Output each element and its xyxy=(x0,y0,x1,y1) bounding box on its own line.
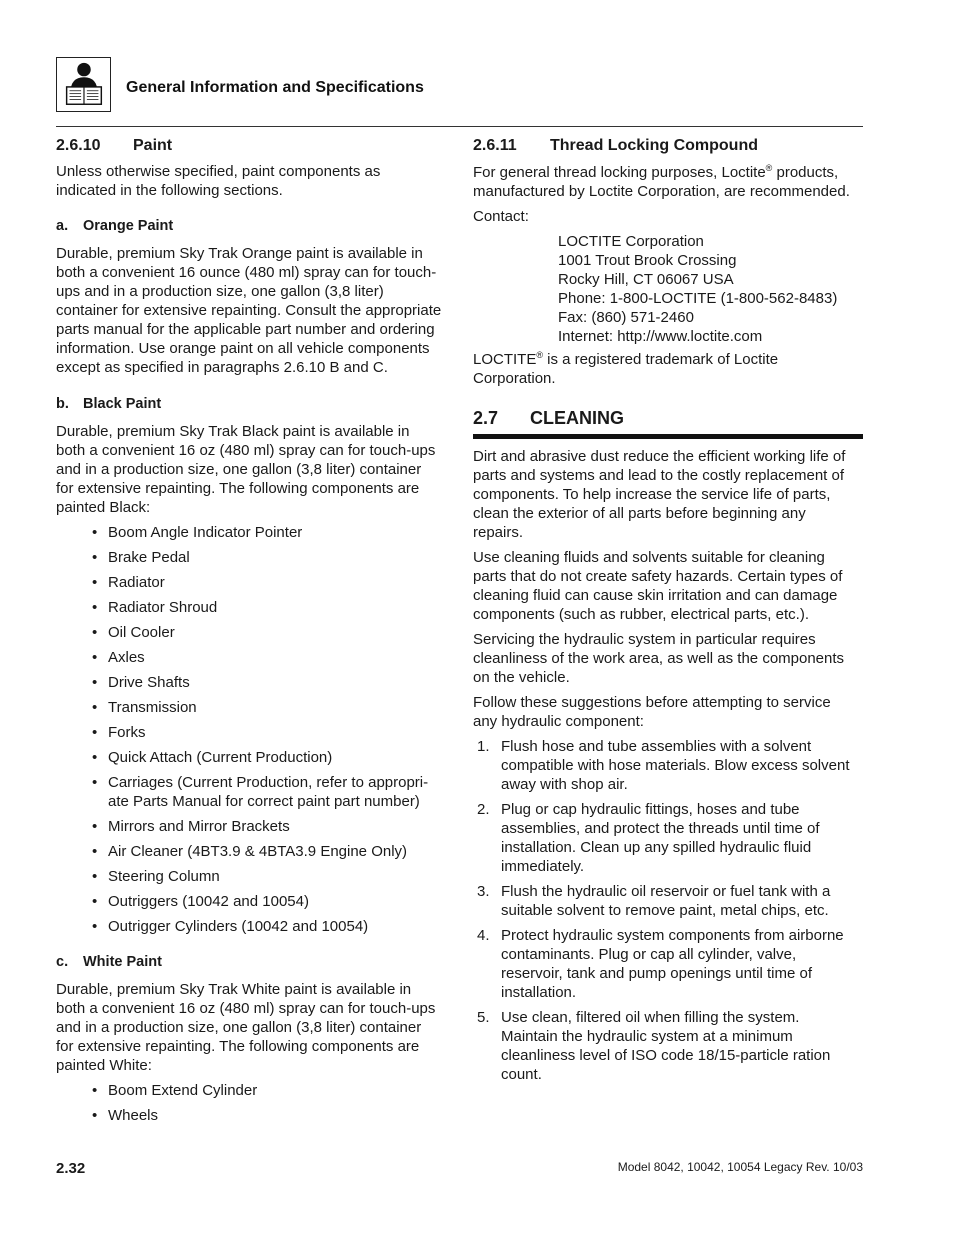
cleaning-step xyxy=(473,882,865,920)
section-number: 2.6.11 xyxy=(473,137,517,154)
step-line: count. xyxy=(501,1066,542,1083)
section-heading-paint xyxy=(56,136,448,156)
list-item xyxy=(92,817,448,836)
section-title: Paint xyxy=(133,137,173,154)
black-paint-paragraph xyxy=(56,422,448,517)
heading-rule xyxy=(473,434,863,439)
step-line: cleanliness level of ISO code 18/15-particle ration xyxy=(501,1047,831,1064)
paragraph-line: cleaning fluid can cause skin irritation and can damage xyxy=(473,587,838,604)
list-item-line: • Carriages (Current Production, refer to appropri- xyxy=(108,774,429,791)
paragraph-line: Corporation. xyxy=(473,370,556,387)
paragraph-line: parts manual for the applicable part number and ordering xyxy=(56,321,435,338)
section-title: Thread Locking Compound xyxy=(550,137,758,154)
step-line: Use clean, filtered oil when filling the system. xyxy=(501,1009,800,1026)
subheading-orange-paint xyxy=(56,217,448,235)
paragraph-line: Servicing the hydraulic system in particular requires xyxy=(473,631,816,648)
step-number: 3. xyxy=(477,883,490,900)
white-paint-component-list xyxy=(56,1081,448,1125)
step-line: Protect hydraulic system components from airborne xyxy=(501,927,844,944)
paragraph-line: components (such as rubber, electrical parts, etc.). xyxy=(473,606,809,623)
paragraph-line: both a convenient 16 ounce (480 ml) spray can for touch- xyxy=(56,264,437,281)
paragraph-line: Follow these suggestions before attempting to service xyxy=(473,694,831,711)
step-line: Flush the hydraulic oil reservoir or fuel tank with a xyxy=(501,883,831,900)
registered-mark: ® xyxy=(536,350,543,360)
section-title: CLEANING xyxy=(530,408,624,428)
section-heading-cleaning xyxy=(473,407,865,429)
loctite-address xyxy=(473,232,865,346)
cleaning-paragraph xyxy=(473,693,865,731)
list-item-line: • Axles xyxy=(108,649,145,666)
paragraph-line: parts and systems and lead to the costly replacement of xyxy=(473,467,845,484)
list-item-line: • Transmission xyxy=(108,699,197,716)
text-run: LOCTITE xyxy=(473,351,537,368)
list-item-line: • Radiator xyxy=(108,574,165,591)
list-item xyxy=(92,698,448,717)
paragraph-line: container for extensive repainting. Consult the appropriate xyxy=(56,302,442,319)
address-line: Internet: http://www.loctite.com xyxy=(558,328,763,345)
list-item-line: • Outrigger Cylinders (10042 and 10054) xyxy=(108,918,369,935)
cleaning-heading-block xyxy=(473,407,865,439)
list-item xyxy=(92,867,448,886)
step-line: suitable solvent to remove paint, metal chips, etc. xyxy=(501,902,829,919)
step-line: compatible with hose materials. Blow excess solvent xyxy=(501,757,850,774)
list-item xyxy=(92,673,448,692)
list-item xyxy=(92,548,448,567)
paragraph-line: Durable, premium Sky Trak Orange paint is available in xyxy=(56,245,423,262)
step-number: 1. xyxy=(477,738,490,755)
list-item xyxy=(92,623,448,642)
paragraph-line: manufactured by Loctite Corporation, are recommended. xyxy=(473,183,850,200)
subheading-title: Orange Paint xyxy=(83,218,174,234)
section-number: 2.7 xyxy=(473,408,499,428)
trademark-note xyxy=(473,350,865,388)
list-item xyxy=(92,648,448,667)
list-item xyxy=(92,773,448,811)
step-line: Plug or cap hydraulic fittings, hoses and tube xyxy=(501,801,800,818)
section-number: 2.6.10 xyxy=(56,137,101,154)
text-run: is a registered trademark of Loctite xyxy=(542,351,779,368)
list-item-line: • Drive Shafts xyxy=(108,674,190,691)
thread-intro xyxy=(473,163,865,201)
paragraph-line: and in a production size, one gallon (3,8 liter) container xyxy=(56,1019,422,1036)
paragraph-line: and in a production size, one gallon (3,8 liter) container xyxy=(56,461,422,478)
paragraph-line: repairs. xyxy=(473,524,524,541)
step-number: 4. xyxy=(477,927,490,944)
paragraph-line xyxy=(473,163,865,182)
step-line: reservoir, tank and pump openings until time of xyxy=(501,965,813,982)
subheading-title: White Paint xyxy=(83,954,162,970)
paragraph-line: for extensive repainting. The following components are xyxy=(56,1038,420,1055)
step-line: Maintain the hydraulic system at a minimum xyxy=(501,1028,793,1045)
cleaning-paragraphs xyxy=(473,447,865,731)
paragraph-line: Durable, premium Sky Trak White paint is available in xyxy=(56,981,412,998)
step-line: installation. xyxy=(501,984,577,1001)
step-line: contaminants. Plug or cap all cylinder, valve, xyxy=(501,946,797,963)
paragraph-line: except as specified in paragraphs 2.6.10 B and C. xyxy=(56,359,388,376)
text-run: products, xyxy=(772,164,839,181)
cleaning-steps-list xyxy=(473,737,865,1084)
paragraph-line: both a convenient 16 oz (480 ml) spray can for touch-ups xyxy=(56,442,436,459)
list-item-line: • Mirrors and Mirror Brackets xyxy=(108,818,290,835)
list-item-line: • Outriggers (10042 and 10054) xyxy=(108,893,309,910)
paragraph-line: Durable, premium Sky Trak Black paint is available in xyxy=(56,423,410,440)
paragraph-line: on the vehicle. xyxy=(473,669,570,686)
paragraph-line: cleanliness of the work area, as well as the components xyxy=(473,650,845,667)
list-item xyxy=(92,1106,448,1125)
list-item-line: • Oil Cooler xyxy=(108,624,175,641)
paint-intro: Unless otherwise specified, paint components as indicated in the following sections. xyxy=(56,163,381,199)
text-run: For general thread locking purposes, Loctite xyxy=(473,164,766,181)
address-line: Rocky Hill, CT 06067 USA xyxy=(558,271,734,288)
paragraph-line: components. To help increase the service life of parts, xyxy=(473,486,831,503)
step-number: 2. xyxy=(477,801,490,818)
paragraph-line: painted White: xyxy=(56,1057,152,1074)
cleaning-paragraph xyxy=(473,548,865,624)
subheading-letter: a. xyxy=(56,218,69,234)
paragraph-line: Use cleaning fluids and solvents suitable for cleaning xyxy=(473,549,825,566)
white-paint-paragraph xyxy=(56,980,448,1075)
list-item-line: • Brake Pedal xyxy=(108,549,190,566)
list-item xyxy=(92,1081,448,1100)
contact-label: Contact: xyxy=(473,208,529,225)
paragraph-line xyxy=(473,350,865,369)
orange-paint-paragraph xyxy=(56,244,448,377)
list-item xyxy=(92,598,448,617)
address-line: 1001 Trout Brook Crossing xyxy=(558,252,737,269)
list-item-line: • Forks xyxy=(108,724,146,741)
paragraph-line: Dirt and abrasive dust reduce the efficient working life of xyxy=(473,448,846,465)
manual-reader-logo-icon xyxy=(56,57,111,112)
list-item-line: • Wheels xyxy=(108,1107,159,1124)
page-number: 2.32 xyxy=(56,1160,86,1177)
step-line: Flush hose and tube assemblies with a solvent xyxy=(501,738,812,755)
cleaning-step xyxy=(473,926,865,1002)
cleaning-step xyxy=(473,800,865,876)
right-column xyxy=(473,136,865,1090)
list-item-line: • Radiator Shroud xyxy=(108,599,218,616)
cleaning-paragraph xyxy=(473,447,865,542)
model-revision: Model 8042, 10042, 10054 Legacy Rev. 10/03 xyxy=(617,1160,863,1174)
step-line: assemblies, and protect the threads until time of xyxy=(501,820,820,837)
black-paint-component-list xyxy=(56,523,448,936)
registered-mark: ® xyxy=(765,163,773,173)
address-line: Phone: 1-800-LOCTITE (1-800-562-8483) xyxy=(558,290,838,307)
paragraph-line: parts that do not create safety hazards. Certain types of xyxy=(473,568,843,585)
section-heading-thread-locking xyxy=(473,136,865,156)
list-item xyxy=(92,523,448,542)
paragraph-line: clean the exterior of all parts before beginning any xyxy=(473,505,806,522)
subheading-letter: c. xyxy=(56,954,69,970)
address-line: LOCTITE Corporation xyxy=(558,233,704,250)
step-number: 5. xyxy=(477,1009,490,1026)
subheading-letter: b. xyxy=(56,396,69,412)
list-item xyxy=(92,748,448,767)
header-divider xyxy=(56,126,863,127)
list-item-line: • Boom Angle Indicator Pointer xyxy=(108,524,303,541)
paragraph-line: information. Use orange paint on all vehicle components xyxy=(56,340,430,357)
list-item-line: • Boom Extend Cylinder xyxy=(108,1082,258,1099)
subheading-white-paint xyxy=(56,953,448,971)
cleaning-step xyxy=(473,737,865,794)
list-item xyxy=(92,842,448,861)
list-item-line: ate Parts Manual for correct paint part number) xyxy=(108,793,420,810)
list-item xyxy=(92,892,448,911)
paragraph-line: for extensive repainting. The following components are xyxy=(56,480,420,497)
left-column xyxy=(56,136,448,1131)
list-item-line: • Air Cleaner (4BT3.9 & 4BTA3.9 Engine Only) xyxy=(108,843,408,860)
list-item xyxy=(92,723,448,742)
list-item xyxy=(92,573,448,592)
step-line: immediately. xyxy=(501,858,585,875)
cleaning-paragraph xyxy=(473,630,865,687)
cleaning-step xyxy=(473,1008,865,1084)
paragraph-line: ups and in a production size, one gallon (3,8 liter) xyxy=(56,283,384,300)
step-line: away with shop air. xyxy=(501,776,628,793)
subheading-title: Black Paint xyxy=(83,396,162,412)
paragraph-line: any hydraulic component: xyxy=(473,713,644,730)
step-line: installation. Clean up any spilled hydraulic fluid xyxy=(501,839,812,856)
address-line: Fax: (860) 571-2460 xyxy=(558,309,694,326)
paragraph-line: painted Black: xyxy=(56,499,151,516)
subheading-black-paint xyxy=(56,395,448,413)
list-item xyxy=(92,917,448,936)
header-title: General Information and Specifications xyxy=(126,79,424,96)
list-item-line: • Steering Column xyxy=(108,868,220,885)
list-item-line: • Quick Attach (Current Production) xyxy=(108,749,333,766)
paragraph-line: both a convenient 16 oz (480 ml) spray can for touch-ups xyxy=(56,1000,436,1017)
